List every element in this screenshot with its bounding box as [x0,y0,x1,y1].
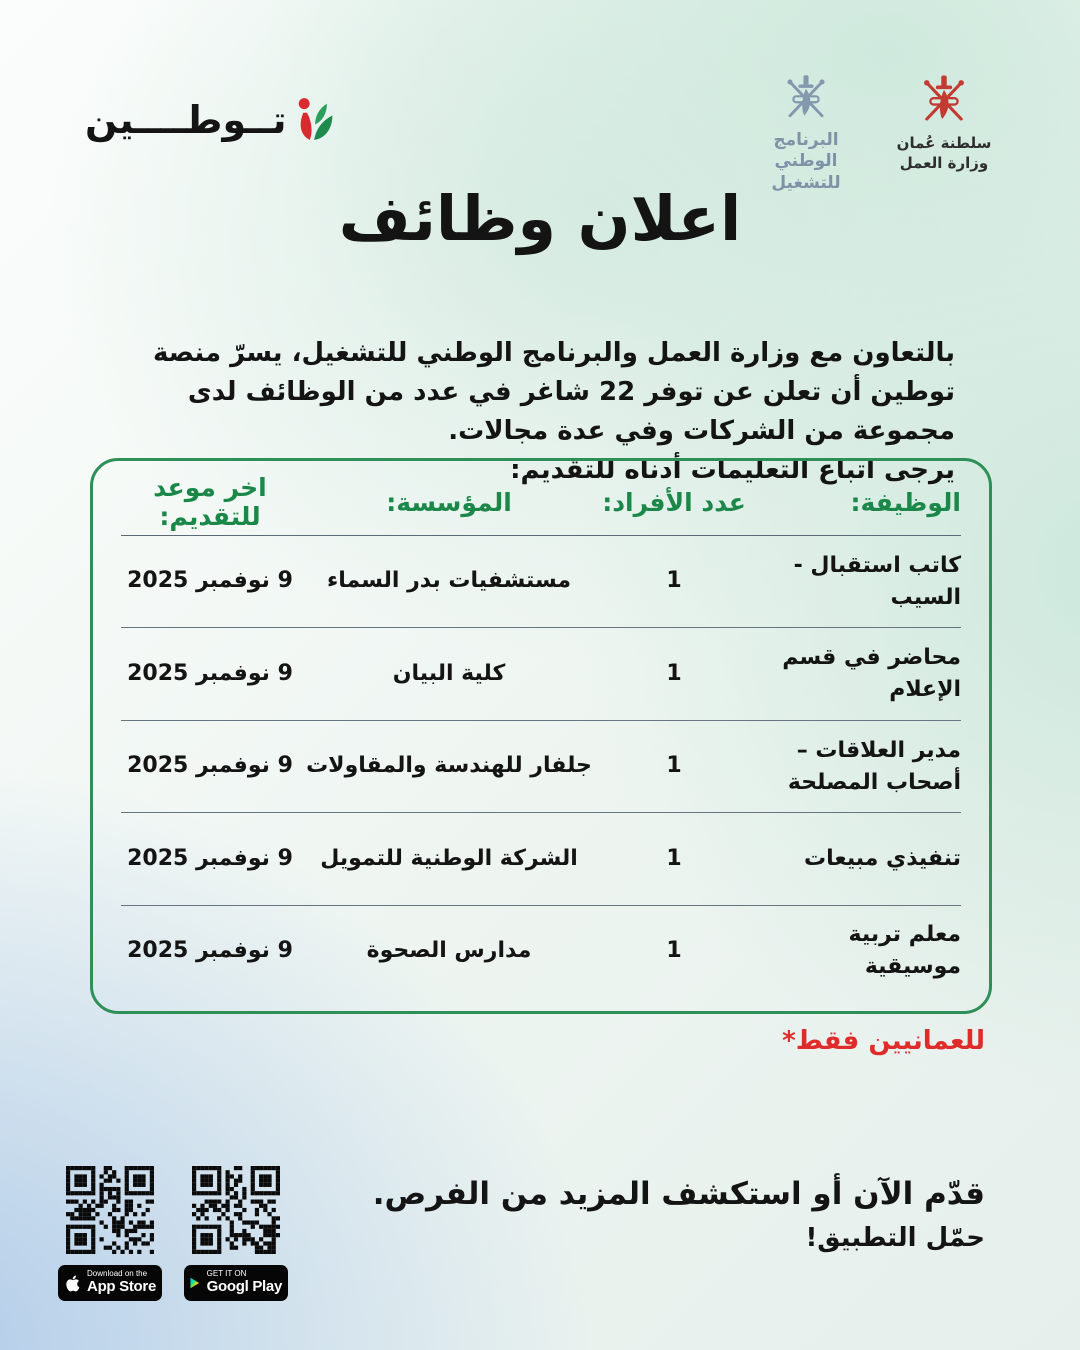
nep-logo-text-line2: للتشغيل [771,172,841,193]
cta-line2: حمّل التطبيق! [805,1223,985,1254]
oman-emblem-icon [915,70,973,130]
mol-logo-text-line1: سلطنة عُمان [896,134,992,152]
qr-code-app-store [66,1166,154,1254]
job-organization: كلية البيان [392,660,506,686]
job-organization: الشركة الوطنية للتمويل [320,845,578,871]
job-deadline: 9 نوفمبر 2025 [127,845,293,871]
job-organization: مستشفيات بدر السماء [327,568,571,594]
cta-text [373,1176,985,1253]
job-deadline: 9 نوفمبر 2025 [127,568,293,594]
header-deadline: اخر موعد للتقديم: [153,473,267,531]
nep-logo-text-line1: البرنامج الوطني [773,130,839,172]
app-store-badge-top-text: Download on the [87,1269,148,1279]
app-store-column [58,1166,162,1301]
apple-icon [64,1273,80,1294]
header-organization: المؤسسة: [386,487,512,517]
partner-logos [750,70,1000,194]
job-title: محاضر في قسم الإعلام [782,645,961,703]
table-row [121,813,961,905]
job-deadline: 9 نوفمبر 2025 [127,937,293,963]
google-play-column [184,1166,288,1301]
ministry-of-labour-logo [888,70,1000,173]
omanis-only-note: للعمانيين فقط* [782,1026,985,1056]
nep-logo [750,70,862,194]
header-count: عدد الأفراد: [602,487,746,517]
job-title: معلم تربية موسيقية [848,922,961,980]
qr-code-google-play [192,1166,280,1254]
page-title: اعلان وظائف [338,182,742,255]
job-count: 1 [666,845,682,871]
google-play-badge-bottom-text: Googl Play [206,1278,282,1296]
mol-logo-text-line2: وزارة العمل [899,153,989,172]
jobs-table-header [121,469,961,536]
cta-line1: قدّم الآن أو استكشف المزيد من الفرص. [372,1176,985,1212]
table-row [121,536,961,628]
table-row [121,628,961,720]
job-deadline: 9 نوفمبر 2025 [127,753,293,779]
app-store-badge[interactable] [58,1265,162,1301]
google-play-badge[interactable] [184,1265,288,1301]
intro-line1: بالتعاون مع وزارة العمل والبرنامج الوطني للتشغيل، يسرّ منصة توطين أن تعلن عن توفر 22 شاغر في عدد من الوظائف لدى مجموعة من الشركات وفي عدة مجالات. [153,338,955,446]
tawteen-logo-text: تــوطــــين [85,98,287,142]
jobs-table-card [90,458,992,1014]
app-store-badge-bottom-text: App Store [87,1278,156,1296]
job-count: 1 [666,660,682,686]
tawteen-logo-icon [296,96,336,144]
job-title: كاتب استقبال - السيب [793,552,961,610]
intro-line2: يرجى اتباع التعليمات أدناه للتقديم: [510,455,955,485]
job-count: 1 [666,753,682,779]
jobs-table-body [121,536,961,997]
google-play-badge-top-text: GET IT ON [206,1269,247,1279]
table-row [121,906,961,997]
job-count: 1 [666,568,682,594]
download-section [58,1166,288,1301]
job-title: مدير العلاقات – أصحاب المصلحة [787,737,961,795]
job-organization: مدارس الصحوة [366,937,532,963]
job-count: 1 [666,937,682,963]
oman-emblem-icon [779,70,833,126]
header-job: الوظيفة: [850,487,961,517]
job-organization: جلفار للهندسة والمقاولات [306,753,592,779]
google-play-icon [190,1274,200,1292]
tawteen-logo [85,96,336,144]
job-deadline: 9 نوفمبر 2025 [127,660,293,686]
table-row [121,721,961,813]
job-title: تنفيذي مبيعات [804,845,961,871]
